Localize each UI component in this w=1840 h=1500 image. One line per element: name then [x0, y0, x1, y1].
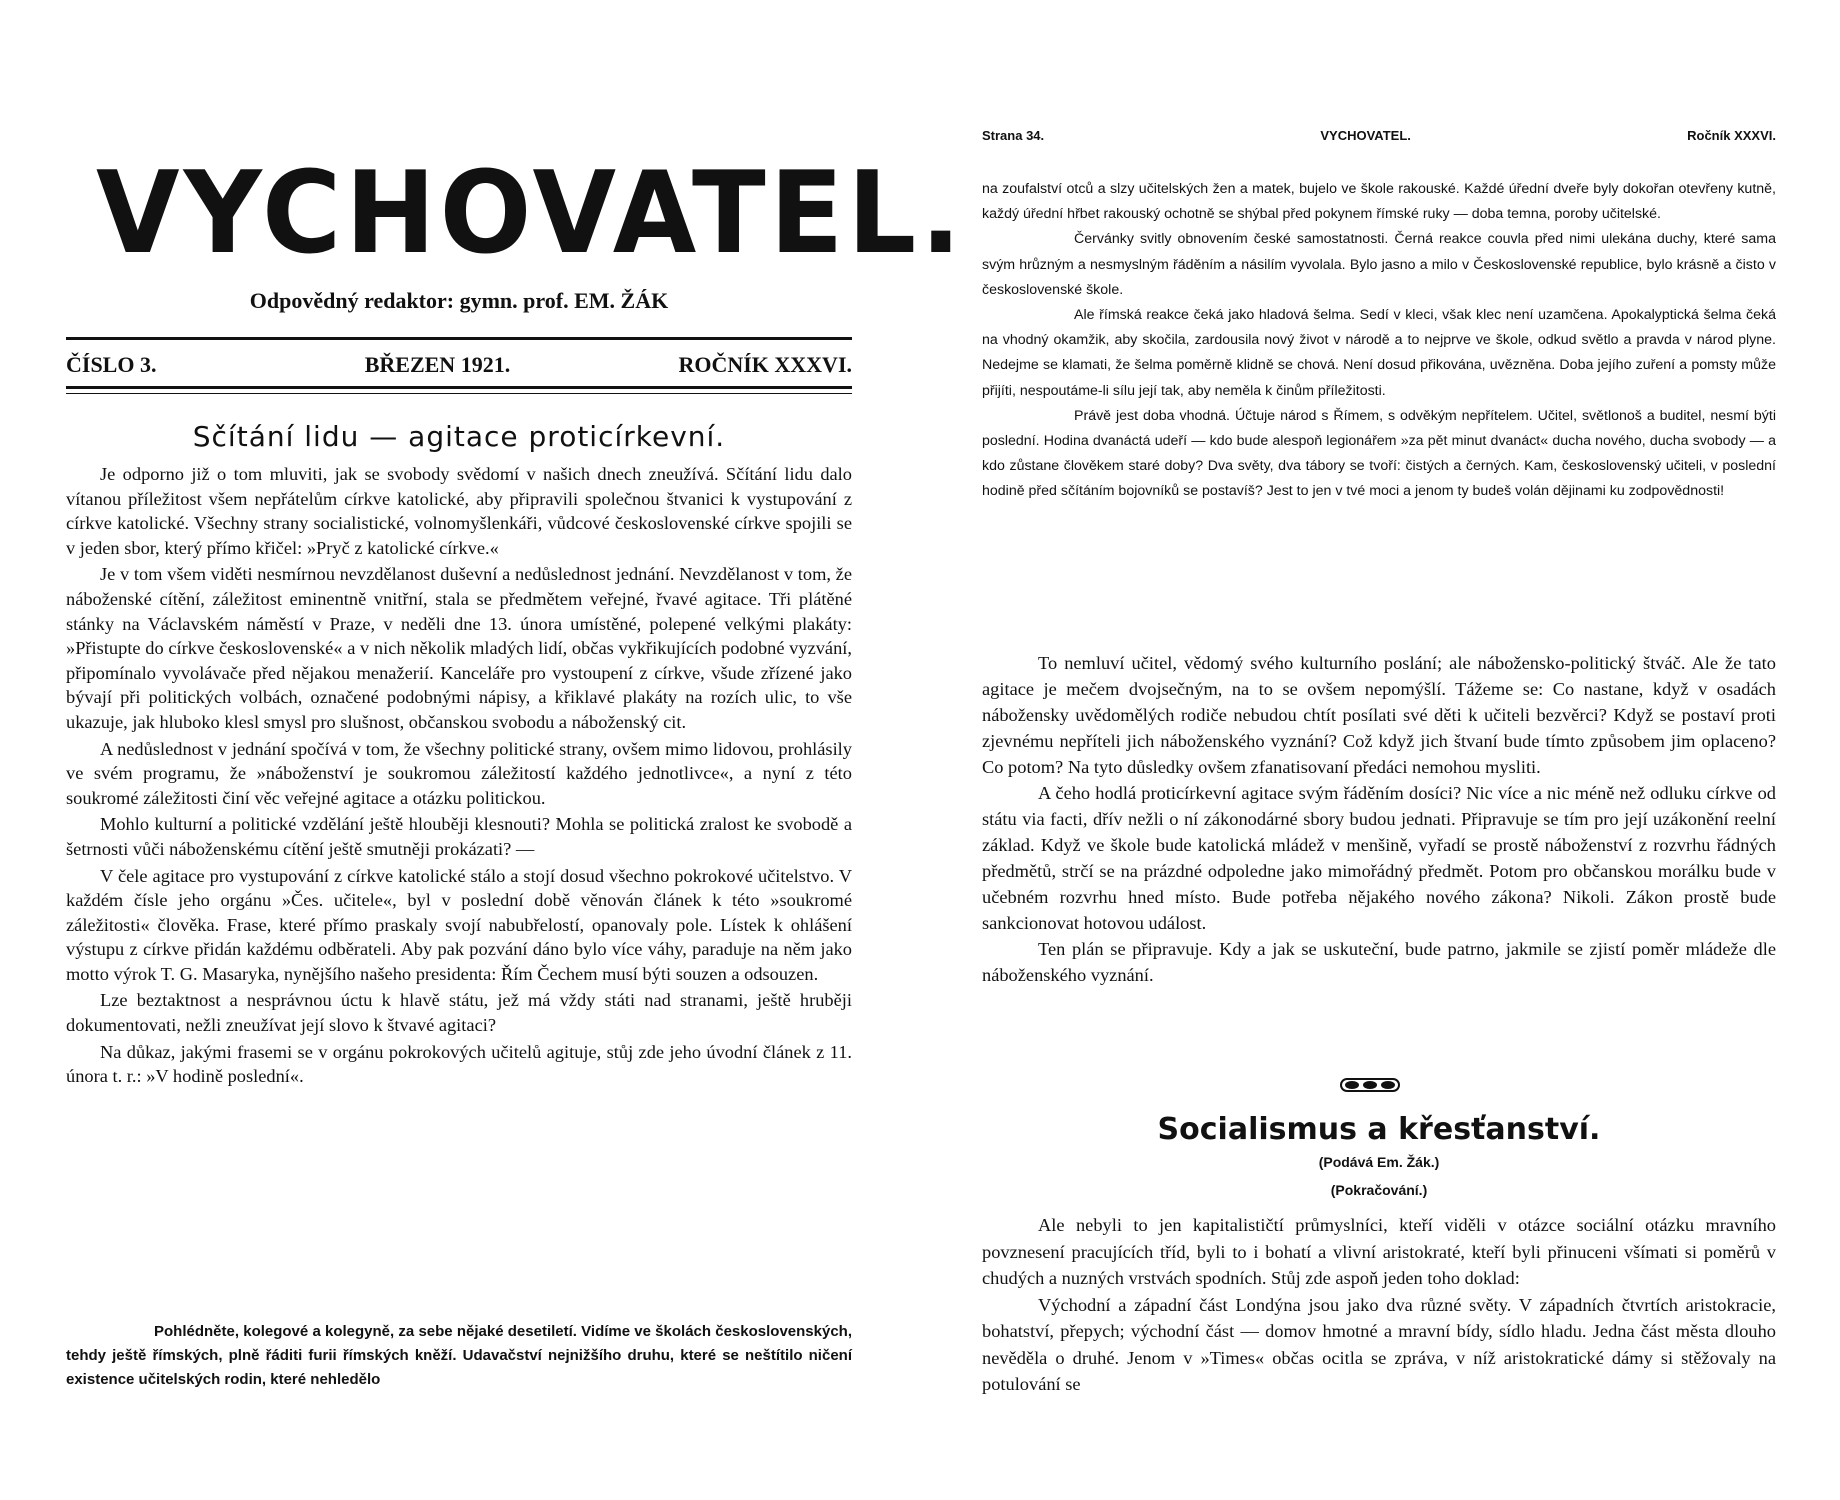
paragraph: To nemluví učitel, vědomý svého kulturního poslání; ale nábožensko-politický štváč. Ale že tato agitace je mečem dvojsečným, na to se ovšem nepomýšlí. Tážeme se: Co nastane, když v osadách nábožensky uvědomělých rodiče nebudou chtít posílati své děti k učiteli bezvěrci? Když se postaví proti zjevnému nepříteli jich náboženského vyznání? Což když jich štvaní bude tímto způsobem jim oplaceno? Co potom? Na tyto důsledky ovšem zfanatisovaní předáci nemohou mysliti. [982, 653, 1776, 777]
article2-byline: (Podává Em. Žák.) [1318, 1154, 1440, 1170]
quote-paragraph: na zoufalství otců a slzy učitelských žen a matek, bujelo ve škole rakouské. Každé úřední dveře byly dokořan otevřeny kutně, každý úřední hřbet rakouský ochotně se shýbal před pokynem římské ruky — doba temna, poroby učitelské. [982, 181, 1776, 223]
article-body [66, 462, 852, 1091]
paragraph: Na důkaz, jakými frasemi se v orgánu pokrokových učitelů agituje, stůj zde jeho úvodní článek z 11. února t. r.: »V hodině poslední«. [66, 1041, 852, 1087]
paragraph: Ale nebyli to jen kapitalističtí průmyslníci, kteří viděli v otázce sociální otázku mravního povznesení pracujících tříd, byli to i bohatí a vlivní aristokraté, kteří byli přinuceni všímati si poměrů v chudých a nuzných vrstvách spodních. Stůj zde aspoň jeden toho doklad: [982, 1215, 1776, 1288]
quoted-article [66, 1320, 852, 1392]
paragraph: A čeho hodlá proticírkevní agitace svým řáděním dosíci? Nic více a nic méně než odluku církve od státu via facti, dřív nežli o ní zákonodárné sbory budou jednati. Připravuje se tím pro její uzákonění reelní základ. Když ve škole bude katolická mládež v menšině, vyřadí se prostě náboženství z rozvrhu řádných předmětů, strčí se na prázdné odpoledne jako mimořádný předmět. Potom pro občanskou morálku bude v učebném rozvrhu hned místo. Bude potřeba nějakého nového zákona? Nikoli. Zákon prostě bude sankcionovat hotovou událost. [982, 783, 1776, 933]
issue-volume: ROČNÍK XXXVI. [678, 352, 852, 377]
article2-continued-note: (Pokračování.) [1330, 1182, 1428, 1198]
paragraph: A nedůslednost v jednání spočívá v tom, že všechny politické strany, ovšem mimo lidovou, prohlásily ve svém programu, že »náboženství je soukromou záležitostí každého jednotlivce«, a nyní z této soukromé záležitosti činí věc veřejné agitace a otázku politickou. [66, 738, 852, 808]
quoted-article-continued [982, 177, 1776, 505]
paragraph: Mohlo kulturní a politické vzdělání ještě hlouběji klesnouti? Mohla se politická zralost ke svobodě a šetrnosti vůči náboženskému cítění ještě smutněji prokázati? — [66, 814, 852, 859]
rule [66, 393, 852, 394]
volume: Ročník XXXVI. [1687, 128, 1776, 143]
issue-number: ČÍSLO 3. [66, 352, 157, 377]
paragraph: V čele agitace pro vystupování z církve katolické stálo a stojí dosud všechno pokrokové učitelstvo. V každém čísle jeho orgánu »Čes. učitele«, byl v poslední době věnován článek k této »soukromé záležitosti« člověka. Frase, které přímo praskaly svojí nabubřelostí, opanovaly pole. Lístek k ohlášení výstupu z církve přidán každému odběrateli. Aby pak pozvání dáno bylo více váhy, paraduje na něm jako motto výrok T. G. Masaryka, nynějšího našeho presidenta: Řím Čechem musí býti souzen a odsouzen. [66, 865, 852, 984]
article-body-continued [982, 650, 1776, 988]
rule [66, 337, 852, 340]
editor-line: Odpovědný redaktor: gymn. prof. EM. ŽÁK [249, 288, 669, 313]
rule [66, 386, 852, 389]
quote-paragraph: Ale římská reakce čeká jako hladová šelma. Sedí v kleci, však klec není uzamčena. Apokalyptická šelma čeká na vhodný okamžik, aby skočila, zardousila nový život v národě a to nejprve ve škole, odkud světlo a pravda v národ plyne. Nedejme se klamati, že šelma poměrně klidně se chová. Není dosud přikována, uvězněna. Doba jejího zuření a pomsty může přijíti, nespoutáme-li sílu její tak, aby neměla k činům příležitosti. [982, 307, 1776, 399]
quote-paragraph: Právě jest doba vhodná. Účtuje národ s Římem, s odvěkým nepřítelem. Učitel, světlonoš a buditel, nesmí býti poslední. Hodina dvanáctá udeří — kdo bude alespoň legionářem »za pět minut dvanáct« ducha nového, ducha svobody — a kdo zůstane člověkem staré doby? Dva světy, dva tábory se tvoří: čistých a černých. Kam, československý učiteli, v poslední hodině před sčítáním bojovníků se postavíš? Jest to jen v tvé moci a jenom ty budeš volán dějinami ku zodpovědnosti! [982, 407, 1776, 500]
paragraph: Východní a západní část Londýna jsou jako dva různé světy. V západních čtvrtích aristokracie, bohatství, přepych; východní část — domov hmotné a mravní bídy, sídlo hladu. Jedna část města dlouho nevěděla o druhé. Jenom v »Times« občas ocitla se zpráva, v níž aristokratické dámy si stěžovaly na potulování se [982, 1294, 1776, 1394]
article2-title: Socialismus a křesťanství. [1157, 1112, 1601, 1147]
quote-paragraph: Červánky svitly obnovením české samostatnosti. Černá reakce couvla před nimi ulekána duchy, které sama svým hrůzným a nesmyslným řáděním a násilím vyvolala. Bylo jasno a milo v Československé republice, bylo krásně a čisto v československé škole. [982, 231, 1776, 298]
running-head [982, 128, 1776, 143]
quote-paragraph: Pohlédněte, kolegové a kolegyně, za sebe nějaké desetiletí. Vidíme ve školách československých, tehdy ještě římských, plně řáditi furii římských kněží. Udavačství nejnižšího druhu, které se neštítilo ničení existence učitelských rodin, které nehledělo [66, 1323, 852, 1388]
paragraph: Je v tom všem viděti nesmírnou nevzdělanost duševní a nedůslednost jednání. Nevzdělanost v tom, že náboženské cítění, záležitost eminentně vnitřní, stala se předmětem veřejné, řvavé agitace. Tři plátěné stánky na Václavském náměstí v Praze, v neděli dne 13. února umístěné, polepené velkými plakáty: »Přistupte do církve československé« a v nich několik mladých lidí, občas vykřikujících podobné vyzvání, připomínalo vyvolávače před nějakou menažerií. Kanceláře pro vystoupení z církve, všude zřízené jako bývají při politických volbách, označené podobnými nápisy, a křiklavé plakáty na rozích ulic, to vše ukazuje, jak hluboko klesl smysl pro slušnost, občanskou svobodu a náboženský cit. [66, 564, 852, 732]
article2-body [982, 1212, 1776, 1398]
paragraph: Ten plán se připravuje. Kdy a jak se uskuteční, bude patrno, jakmile se zjistí poměr mládeže dle náboženského vyznání. [982, 939, 1776, 985]
masthead: VYCHOVATEL. [96, 147, 966, 280]
issue-date: BŘEZEN 1921. [364, 352, 511, 377]
ornament-divider-icon [1340, 1078, 1400, 1092]
article-title: Sčítání lidu — agitace proticírkevní. [192, 420, 726, 453]
issue-line [66, 352, 852, 378]
journal-name: VYCHOVATEL. [1320, 128, 1411, 143]
paragraph: Je odporno již o tom mluviti, jak se svobody svědomí v našich dnech zneužívá. Sčítání lidu dalo vítanou příležitost všem nepřátelům církve katolické, aby připravili společnou štvanici k vystupování z církve katolické. Všechny strany socialistické, volnomyšlenkáři, vůdcové československé církve spojili se v jeden sbor, který přímo křičel: »Pryč z katolické církve.« [66, 464, 852, 558]
page-number: Strana 34. [982, 128, 1045, 143]
paragraph: Lze beztaktnost a nesprávnou úctu k hlavě státu, jež má vždy státi nad stranami, ještě hruběji dokumentovati, nežli zneužívat její slovo k štvavé agitaci? [66, 990, 852, 1036]
